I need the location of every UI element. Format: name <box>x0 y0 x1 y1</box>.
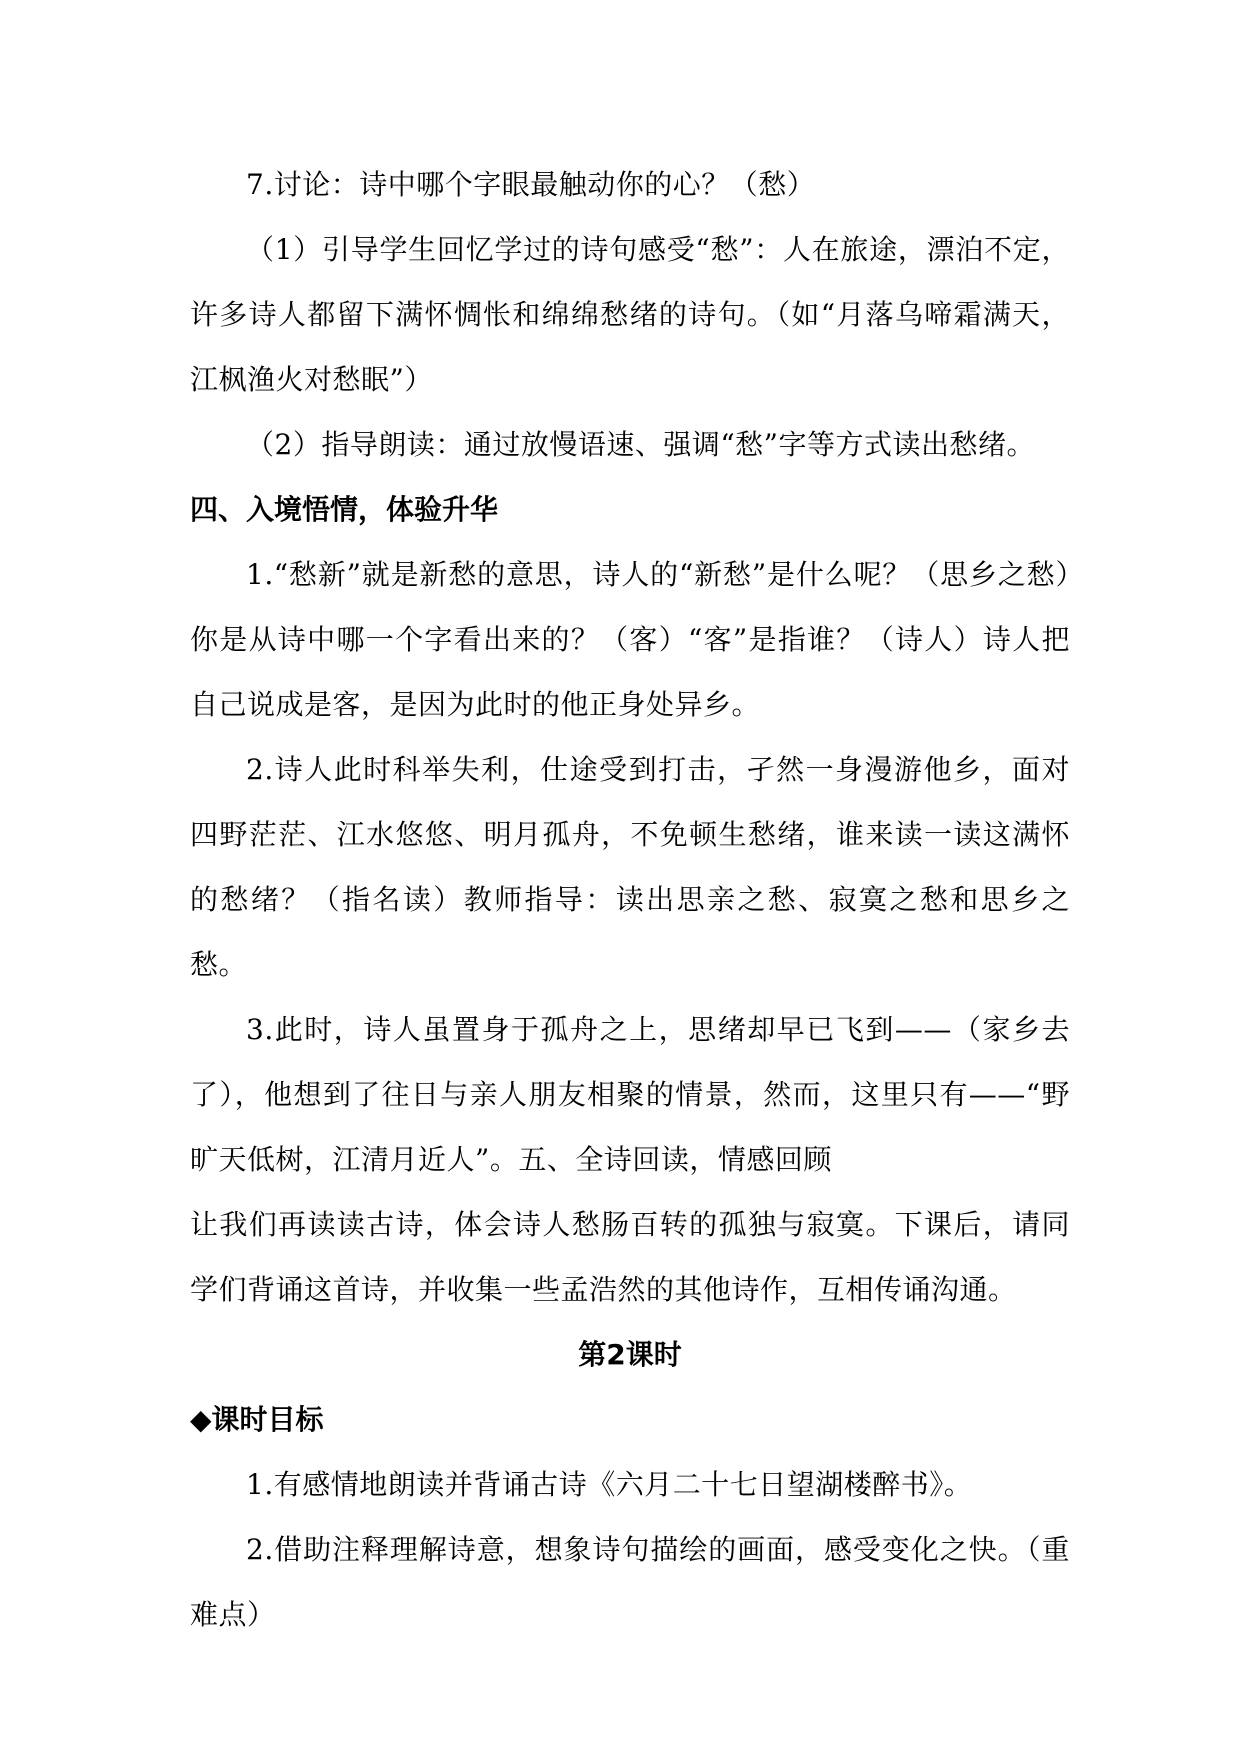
paragraph-guide-recall: （1）引导学生回忆学过的诗句感受“愁”：人在旅途，漂泊不定，许多诗人都留下满怀惆怅和绵绵愁绪的诗句。（如“月落乌啼霜满天，江枫渔火对愁眠”） <box>190 233 1070 396</box>
paragraph-new-sorrow: 1.“愁新”就是新愁的意思，诗人的“新愁”是什么呢？（思乡之愁）你是从诗中哪一个字看出来的？（客）“客”是指谁？（诗人）诗人把自己说成是客，是因为此时的他正身处异乡。 <box>190 558 1070 721</box>
goal-item-1: 1.有感情地朗读并背诵古诗《六月二十七日望湖楼醉书》。 <box>246 1468 973 1501</box>
paragraph-guide-reading: （2）指导朗读：通过放慢语速、强调“愁”字等方式读出愁绪。 <box>246 428 1035 461</box>
lesson-goals-heading: ◆课时目标 <box>190 1403 324 1436</box>
section-heading-four: 四、入境悟情，体验升华 <box>190 493 499 526</box>
document-page <box>190 152 1070 1647</box>
paragraph-reread: 让我们再读读古诗，体会诗人愁肠百转的孤独与寂寞。下课后，请同学们背诵这首诗，并收集一些孟浩然的其他诗作，互相传诵沟通。 <box>190 1208 1070 1306</box>
paragraph-poet-situation: 2.诗人此时科举失利，仕途受到打击，孑然一身漫游他乡，面对四野茫茫、江水悠悠、明月孤舟，不免顿生愁绪，谁来读一读这满怀的愁绪？（指名读）教师指导：读出思亲之愁、寂寞之愁和思乡之愁。 <box>190 753 1070 981</box>
paragraph-discussion: 7.讨论：诗中哪个字眼最触动你的心？（愁） <box>246 168 816 201</box>
lesson-heading: 第2课时 <box>578 1338 682 1371</box>
goal-item-2: 2.借助注释理解诗意，想象诗句描绘的画面，感受变化之快。（重难点） <box>190 1533 1070 1631</box>
paragraph-lonely-boat: 3.此时，诗人虽置身于孤舟之上，思绪却早已飞到——（家乡去了），他想到了往日与亲人朋友相聚的情景，然而，这里只有——“野旷天低树，江清月近人”。五、全诗回读，情感回顾 <box>190 1013 1070 1176</box>
